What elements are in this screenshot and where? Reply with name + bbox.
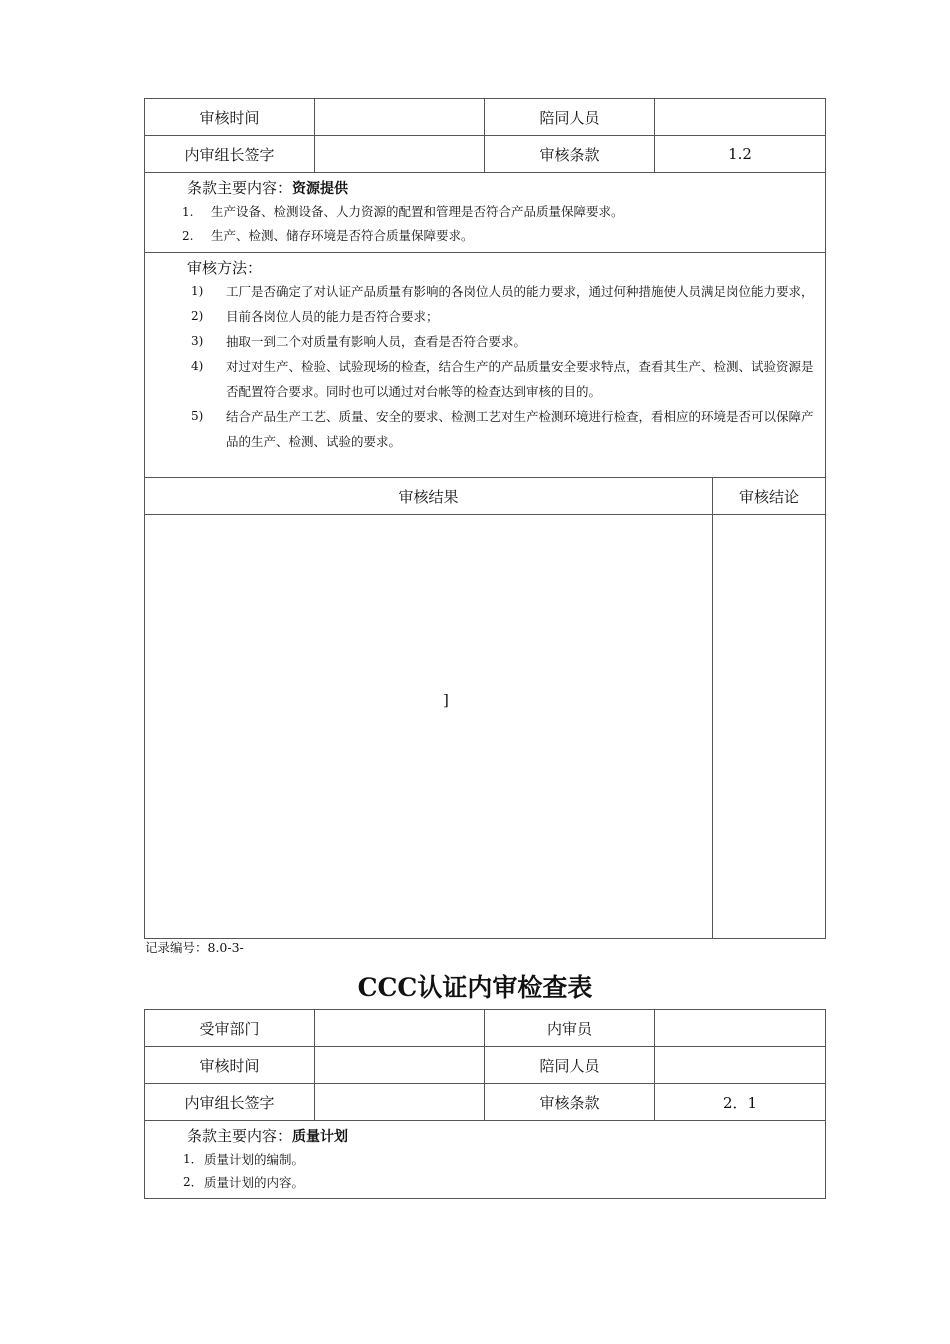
clause-label: 审核条款 xyxy=(485,1084,655,1121)
clause-content-list xyxy=(145,1148,815,1194)
list-item-text: 生产设备、检测设备、人力资源的配置和管理是否符合产品质量保障要求。 xyxy=(211,204,624,219)
accompany-value[interactable] xyxy=(655,1047,826,1084)
list-item xyxy=(145,1148,815,1171)
list-item-number: 1． xyxy=(183,1152,203,1166)
list-item xyxy=(145,404,815,454)
list-item xyxy=(145,1171,815,1194)
audit-method-heading: 审核方法： xyxy=(187,259,263,277)
audit-method-section xyxy=(145,253,826,478)
clause-content-label: 条款主要内容： xyxy=(187,1127,293,1145)
list-item xyxy=(145,354,815,404)
list-item-text: 质量计划的内容。 xyxy=(204,1175,305,1190)
audit-time-label: 审核时间 xyxy=(145,1047,315,1084)
auditor-label: 内审员 xyxy=(485,1010,655,1047)
leader-sign-value[interactable] xyxy=(315,136,485,173)
list-item-text: 抽取一到二个对质量有影响人员，查看是否符合要求。 xyxy=(226,334,527,349)
list-item-number: 1. xyxy=(182,205,194,219)
audit-conclusion-cell[interactable] xyxy=(713,515,826,939)
audit-time-value[interactable] xyxy=(315,1047,485,1084)
list-item-number: 3) xyxy=(191,334,204,348)
record-number: 记录编号：8.0-3- xyxy=(145,940,244,955)
audit-result-cell[interactable] xyxy=(145,515,713,939)
list-item xyxy=(145,329,815,354)
list-item-text: 工厂是否确定了对认证产品质量有影响的各岗位人员的能力要求，通过何种措施使人员满足岗位能力要求， xyxy=(226,284,814,299)
audit-result-header: 审核结果 xyxy=(145,478,713,515)
list-item-text: 生产、检测、储存环境是否符合质量保障要求。 xyxy=(211,228,474,243)
clause-content-title: 质量计划 xyxy=(292,1129,349,1145)
clause-content-list xyxy=(145,200,815,248)
clause-content-label: 条款主要内容： xyxy=(187,179,293,197)
result-marker: ] xyxy=(443,691,449,709)
clause-content-section xyxy=(145,173,826,253)
audit-table-2 xyxy=(144,1009,826,1199)
list-item-number: 2． xyxy=(183,1175,203,1189)
dept-value[interactable] xyxy=(315,1010,485,1047)
list-item-text: 质量计划的编制。 xyxy=(204,1152,305,1167)
audit-time-value[interactable] xyxy=(315,99,485,136)
clause-content-section xyxy=(145,1121,826,1199)
accompany-value[interactable] xyxy=(655,99,826,136)
list-item-number: 1) xyxy=(191,284,204,298)
list-item-text: 结合产品生产工艺、质量、安全的要求、检测工艺对生产检测环境进行检查，看相应的环境是否可以保障产品的生产、检测、试验的要求。 xyxy=(226,409,814,449)
clause-value: 1.2 xyxy=(655,136,826,173)
list-item-text: 目前各岗位人员的能力是否符合要求； xyxy=(226,309,439,324)
dept-label: 受审部门 xyxy=(145,1010,315,1047)
list-item-number: 5) xyxy=(191,409,204,423)
audit-time-label: 审核时间 xyxy=(145,99,315,136)
leader-sign-label: 内审组长签字 xyxy=(145,1084,315,1121)
list-item xyxy=(145,200,815,224)
accompany-label: 陪同人员 xyxy=(485,99,655,136)
list-item xyxy=(145,304,815,329)
list-item-number: 4) xyxy=(191,359,204,373)
accompany-label: 陪同人员 xyxy=(485,1047,655,1084)
clause-value: 2．1 xyxy=(655,1084,826,1121)
leader-sign-label: 内审组长签字 xyxy=(145,136,315,173)
list-item-number: 2. xyxy=(182,229,194,243)
list-item-text: 对过对生产、检验、试验现场的检查，结合生产的产品质量安全要求特点，查看其生产、检测、试验资源是否配置符合要求。同时也可以通过对台帐等的检查达到审核的目的。 xyxy=(226,359,814,399)
audit-conclusion-header: 审核结论 xyxy=(713,478,826,515)
clause-content-heading xyxy=(145,1125,815,1148)
page-title: CCC认证内审检查表 xyxy=(357,973,593,1002)
list-item-number: 2) xyxy=(191,309,204,323)
list-item xyxy=(145,279,815,304)
audit-table-1 xyxy=(144,98,826,939)
auditor-value[interactable] xyxy=(655,1010,826,1047)
clause-content-title: 资源提供 xyxy=(292,181,349,197)
list-item xyxy=(145,224,815,248)
clause-label: 审核条款 xyxy=(485,136,655,173)
audit-method-list xyxy=(145,279,815,454)
leader-sign-value[interactable] xyxy=(315,1084,485,1121)
clause-content-heading xyxy=(145,177,815,200)
